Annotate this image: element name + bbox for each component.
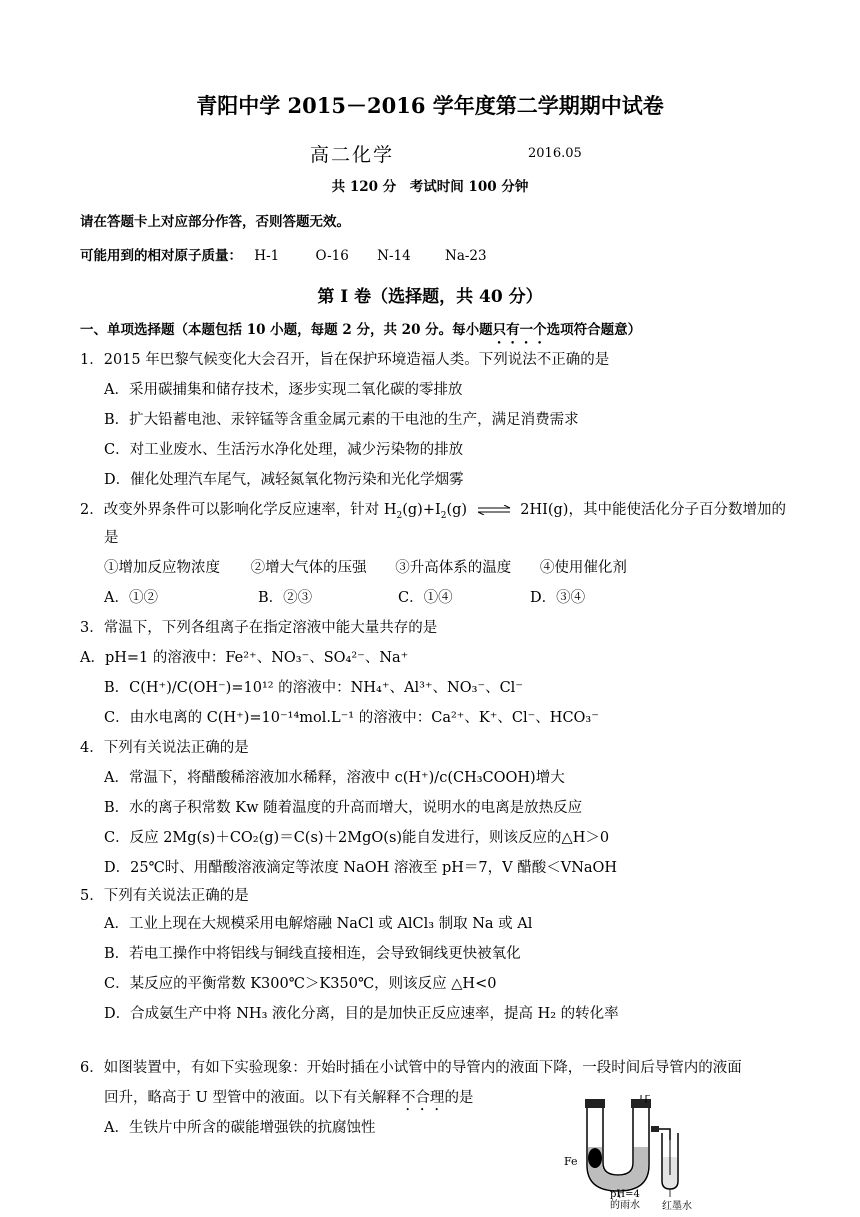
q2-option-d: D．③④ — [530, 590, 586, 606]
q6-stem-line2 — [104, 1086, 473, 1114]
q2-option-a: A．①② — [104, 590, 158, 606]
q4-option-b: B．水的离子积常数 Kw 随着温度的升高而增大，说明水的电离是放热反应 — [104, 800, 583, 816]
q4-option-d: D．25℃时、用醋酸溶液滴定等浓度 NaOH 溶液至 pH＝7，V 醋酸＜VNaOH — [104, 860, 618, 876]
q2-stem-continued: 是 — [104, 530, 119, 546]
q3-option-c: C．由水电离的 C(H⁺)=10⁻¹⁴mol.L⁻¹ 的溶液中：Ca²⁺、K⁺、Cl⁻、HCO₃⁻ — [104, 710, 599, 726]
exam-date: 2016.05 — [528, 146, 582, 161]
part-one-title: 第 I 卷（选择题，共 40 分） — [317, 287, 543, 307]
q4-option-c: C．反应 2Mg(s)＋CO₂(g)＝C(s)＋2MgO(s)能自发进行，则该反应的△H＞0 — [104, 830, 610, 846]
q6-option-a: A．生铁片中所含的碳能增强铁的抗腐蚀性 — [104, 1120, 376, 1136]
q1-option-a: A．采用碳捕集和储存技术，逐步实现二氧化碳的零排放 — [104, 382, 463, 398]
q3-stem: 3．常温下，下列各组离子在指定溶液中能大量共存的是 — [80, 620, 438, 636]
q2-stem: 2．改变外界条件可以影响化学反应速率，针对 $H_2(g)+I_2(g)$ 2HI(g)，其中能使活化分子百分数增加的 — [80, 502, 786, 521]
q3-option-a: A．pH=1 的溶液中：Fe²⁺、NO₃⁻、SO₄²⁻、Na⁺ — [80, 650, 409, 666]
rain-ph-label-line2: 的雨水 — [610, 1200, 640, 1211]
q2-stem-part-d: 2HI(g)，其中能使活化分子百分数增加的 — [520, 502, 786, 518]
subject-title: 高二化学 — [310, 144, 395, 166]
q1-option-b: B．扩大铅蓄电池、汞锌锰等含重金属元素的干电池的生产，满足消费需求 — [104, 412, 579, 428]
score-info: 共 120 分 考试时间 100 分钟 — [331, 179, 529, 195]
q2-condition-4: ④使用催化剂 — [539, 560, 627, 576]
section-one-heading — [80, 318, 641, 347]
atomic-mass-n: N-14 — [377, 248, 411, 264]
section-one-suffix: 选项符合题意） — [546, 322, 642, 338]
q5-option-d: D．合成氨生产中将 NH₃ 液化分离，目的是加快正反应速率，提高 H₂ 的转化率 — [104, 1006, 619, 1022]
q1-stem: 1．2015 年巴黎气候变化大会召开，旨在保护环境造福人类。下列说法不正确的是 — [80, 352, 610, 368]
atomic-mass-o: O-16 — [315, 248, 349, 264]
atomic-mass-h: H-1 — [254, 248, 280, 264]
q6-stem-part-a: 回升，略高于 U 型管中的液面。以下有关解释 — [104, 1090, 401, 1106]
q2-condition-1: ①增加反应物浓度 — [104, 560, 220, 576]
q4-option-a: A．常温下，将醋酸稀溶液加水稀释，溶液中 c(H⁺)/c(CH₃COOH)增大 — [104, 770, 565, 786]
rain-ph-label — [610, 1189, 640, 1211]
q2-stem-part-a: 2．改变外界条件可以影响化学反应速率，针对 H — [80, 502, 397, 518]
section-one-emphasis: 只有一个 — [492, 322, 547, 338]
q3-option-b: B．C(H⁺)/C(OH⁻)=10¹² 的溶液中：NH₄⁺、Al³⁺、NO₃⁻、Cl⁻ — [104, 680, 523, 696]
q4-stem: 4．下列有关说法正确的是 — [80, 740, 249, 756]
q1-option-d: D．催化处理汽车尾气，减轻氮氧化物污染和光化学烟雾 — [104, 472, 464, 488]
equilibrium-arrow-icon — [476, 505, 512, 515]
q2-conditions — [104, 556, 627, 577]
atomic-mass-label: 可能用到的相对原子质量： — [80, 248, 242, 264]
q1-option-c: C．对工业废水、生活污水净化处理，减少污染物的排放 — [104, 442, 464, 458]
exam-title: 青阳中学 2015－2016 学年度第二学期期中试卷 — [196, 93, 664, 118]
q2-option-b: B．②③ — [258, 590, 313, 606]
q5-option-c: C．某反应的平衡常数 K300℃＞K350℃，则该反应 △H<0 — [104, 976, 497, 992]
rain-ph-label-line1: pH=4 — [610, 1189, 640, 1200]
q2-option-c: C．①④ — [398, 590, 453, 606]
q6-stem-part-b: 的是 — [444, 1090, 474, 1106]
u-tube-apparatus-figure — [558, 1095, 718, 1217]
q5-option-b: B．若电工操作中将铝线与铜线直接相连，会导致铜线更快被氧化 — [104, 946, 521, 962]
q2-condition-2: ②增大气体的压强 — [250, 560, 367, 576]
q5-option-a: A．工业上现在大规模采用电解熔融 NaCl 或 AlCl₃ 制取 Na 或 Al — [104, 916, 533, 932]
red-ink-label: 红墨水 — [662, 1201, 692, 1212]
fe-label: Fe — [564, 1155, 578, 1168]
atomic-mass-na: Na-23 — [445, 248, 487, 264]
q5-stem: 5．下列有关说法正确的是 — [80, 888, 249, 904]
atomic-mass-line — [80, 244, 487, 264]
section-one-prefix: 一、单项选择题（本题包括 10 小题，每题 2 分，共 20 分。每小题 — [80, 322, 493, 338]
q6-stem-emphasis: 不合理 — [400, 1090, 445, 1106]
q2-condition-3: ③升高体系的温度 — [395, 560, 512, 576]
q6-stem-line1: 6．如图装置中，有如下实验现象：开始时插在小试管中的导管内的液面下降，一段时间后导管内的液面 — [80, 1060, 742, 1076]
q2-stem-part-b: (g)+I — [402, 502, 441, 518]
answer-notice: 请在答题卡上对应部分作答，否则答题无效。 — [80, 214, 350, 230]
q2-stem-part-c: (g) — [446, 502, 468, 518]
